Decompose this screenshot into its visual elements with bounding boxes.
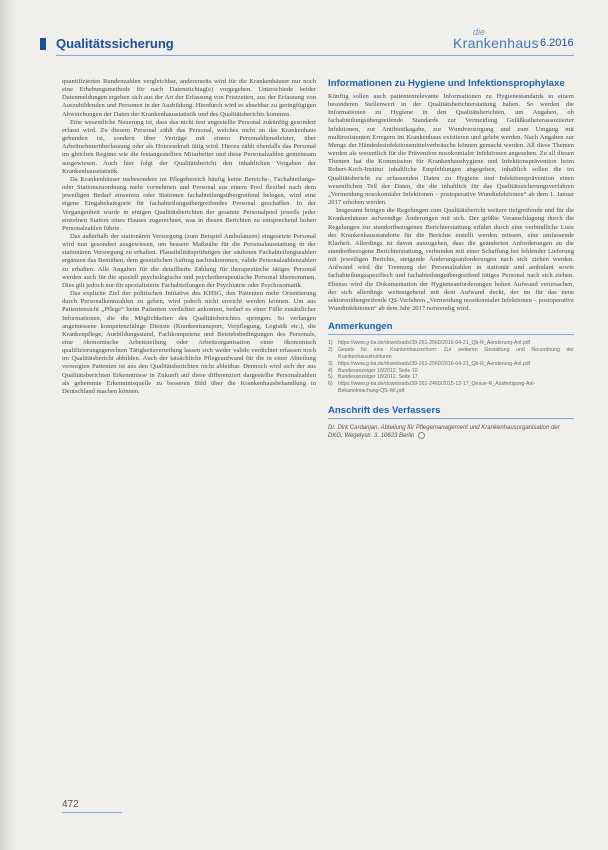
author-divider	[328, 418, 574, 419]
note-number: 6)	[328, 381, 333, 388]
paragraph: Künftig sollen auch patientenrelevante Informationen zu Hygienestandards in einem besonderen Stellenwert in der Qualitätsberichterstattung haben. So werden die Informationen zu Hygiene in den Qualitätsberichten, um Angaben, ob fachabteilungsübergreifende Standards zur Vermeidung Gefäßkatheterassoziierter Infektionen, zur Antibiotikagabe, zur Wundversorgung und zum Umgang mit multiresistenten Erregern im Krankenhaus existieren und gelebt werden. Nach Angaben zur Menge der Händedesinfektionsmittelverbräuche können gemacht werden. All diese Themen werden als wesentlich für die Prävention nosokomialer Infektionen angesehen. Zu all diesen Themen hat die Kommission für Krankenhaushygiene und Infektionsprävention beim Robert-Koch-Institut inhaltliche Empfehlungen abgegeben, inhaltlich sollen die im Qualitätsbericht zu erfassenden Daten zu Hygiene und Infektionsprävention einen wesentlichen Teil der Daten, die die inhaltlich für das Qualitätssicherungsverfahren „Vermeidung nosokomialer Infektionen – postoperative Wundinfektionen“ ab dem 1. Januar 2017 erhoben werden.	[328, 93, 574, 207]
journal-logo	[453, 27, 539, 51]
author-address	[328, 424, 574, 440]
page-number: 472	[62, 799, 79, 810]
paragraph: Da Krankenhäuser insbesondere im Pflegebereich häufig keine Bereichs-, Fachabteilungs- oder Stationszuordnung mehr vornehmen und Personal aus einem Pool flexibel nach dem jeweiligen Bedarf einsetzen oder Stationen fachabteilungsübergreifend belegen, wird eine eigene Eingabekategorie für fachabteilungsübergreifendes Personal geschaffen. In der Vergangenheit wurde in einigen Qualitätsberichten der gesamte Personalpool jeweils jeder einzelnen Station eines Hauses zugerechnet, was in diesen Berichten zu entsprechend hohen Personalzahlen führte.	[62, 175, 316, 232]
paragraph: Das außerhalb der stationären Versorgung (zum Beispiel Ambulanzen) eingesetzte Personal wird nun gesondert ausgewiesen, um bessere Maßstäbe für die Personalausstattung in der stationären Versorgung zu erhalten. Plausibilitätsprüfungen der säulenen Fachabteilungszahlen ergänzen das Bemühen, dem gesetzlichen Auftrag nachzukommen, valide Personalzahlenzahlen zu erhalten. Alle Angaben für die detaillierte Zählung für therapeutische tätiges Personal werden auch für die speziell psychologische und psychotherapeutische Personal übernommen. Dies gilt jedoch nur für spezialisierte Fachabteilungen der Psychiatrie oder Psychosomatik.	[62, 232, 316, 289]
notes-list	[328, 340, 574, 394]
section-color-bar	[40, 38, 46, 50]
page-edge	[0, 0, 14, 850]
end-of-article-icon	[418, 432, 425, 439]
note-text: https://www.g-ba.de/downloads/39-261-2460/2015-12-17_Qesue-R_Ausfertigung-Anl-Bekanntmachung-QS-WI.pdf	[338, 381, 536, 394]
note-number: 4)	[328, 367, 333, 374]
note-text: https://www.g-ba.de/downloads/39-261-2560/2016-04-21_Qb-R_Aenderung-Anl.pdf	[338, 360, 531, 367]
header-divider	[56, 55, 574, 56]
note-number: 2)	[328, 347, 333, 354]
note-item	[328, 340, 574, 347]
author-address-text: Dr. Dirk Cardanjan, Abteilung für Pflegemanagement und Krankenhausorganisation der DKG, Wegelystr. 3, 10623 Berlin	[328, 424, 560, 439]
note-number: 5)	[328, 374, 333, 381]
paragraph: Das explizite Ziel der politischen Initiative des KHSG, den Patienten mehr Orientierung durch Personalkennzahlen zu geben, wird jedoch nicht erreicht werden können. Um aus Patientensicht „Pflege“ beim Patienten verdichtet ankommt, bedarf es einer Fülle zusätzlicher Informationen, die die Möglichkeiten des Qualitätsberichtes sprengen. So verlangen angemessene kompetenzfähige Dienste (Krankentransport, Verpflegung, Logistik etc.), die Krankenpflege, Ausbildungsstand, Fachkompetenz und Betriebsbedingungen des Personals, eine ökonomische Arbeitsteilung oder Arbeitsorganisation einer ökonomisch qualifizierungsgerechten Tätigkeitsverteilung lassen sich weder valide verdichtet erfassen noch im Qualitätsbericht abbilden. Auch der tatsächliche Pflegeaufwand für die in einer Abteilung versorgten Patienten ist aus den Qualitätsberichten nicht ableitbar. Dennoch wird sich der aus Qualitätsberichten Erkenntnisse in Zukunft auf diese differenziert dargestellte Personalzahlen als gehemmte Erkenntnisquelle zu besseren Bild über die Krankenhausbehandlung in Deutschland machen können.	[62, 290, 316, 395]
right-text-column	[328, 78, 574, 440]
section-title: Qualitätssicherung	[56, 36, 174, 51]
note-text: Gesetz für eine Krankenhausreform: Zur weiteren Gestaltung und Neuordnung der Krankenhausstrukturen	[338, 347, 574, 360]
note-item	[328, 368, 574, 375]
note-item	[328, 347, 574, 361]
note-item	[328, 381, 574, 395]
paragraph: Insgesamt bringen die Regelungen zum Qualitätsbericht weitere tiefgreifende und für die Krankenhäuser aufwendige Änderungen mit sich. Der größte Veranschlagung durch die Regelungen zur standortbezogenen Berichterstattung erfährt durch eine verbindliche Liste der Krankenhausstandorte für die Berichte erstellt werden müssen, eine umfassende Klarheit. Allerdings ist davon auszugehen, dass die geänderten Anforderungen an die standortbezogene Berichterstattung, verbunden mit einer Schaffung bei fehlender Lieferung mit jeweiligen Berichts, steigende Änderungsanforderungen nach sich ziehen werden. Aufwand wird die Trennung der Personalzahlen in stationär und ambulant sowie fachabteilungsspezifisch und fachabteilungsübergreifend tätiges Personal nach sich ziehen. Ebenso wird die Dokumentation der Hygieneanforderungen hohen Aufwand verursachen, der sich allerdings weitestgehend mit dem Aufwand deckt, der im für das neue sektorenübergreifende QS-Verfahren „Vermeidung nosokomialer Infektionen – postoperative Wundinfektionen“ ab dem Jahr 2017 notwendig wird.	[328, 207, 574, 313]
note-item	[328, 361, 574, 368]
left-text-column	[62, 78, 316, 396]
paragraph: quantifizierten Rundenzahlen vergleichbar, andererseits wird für die Krankenhäuser nur noch eine Erhebungsmethode für nach Datenstichtag(e) vorgegeben. Unterschiede beider Datenmeldungen ergeben sich aus der Art der Erfassung von Fristzeiten, aus der Erfassung von Auszubildenden und Personen in der Ausbildung. Hierdurch wird es absehbar zu geringfügigen Abweichungen der Daten der Krankenhausstatistik und des Qualitätsberichts kommen.	[62, 78, 316, 118]
note-number: 3)	[328, 360, 333, 367]
section-heading-hygiene: Informationen zu Hygiene und Infektionsprophylaxe	[328, 78, 565, 89]
author-heading: Anschrift des Verfassers	[328, 404, 441, 416]
notes-divider	[328, 334, 574, 335]
note-number: 1)	[328, 340, 333, 347]
journal-logo-name: Krankenhaus	[453, 35, 539, 51]
footer-divider	[62, 812, 122, 813]
note-text: Bundesanzeiger 18/2012, Seite 10	[338, 367, 418, 374]
note-text: Bundesanzeiger 18/2012, Seite 17	[338, 374, 418, 381]
notes-heading: Anmerkungen	[328, 321, 393, 333]
journal-logo-prefix: die	[473, 27, 486, 37]
note-text: https://www.g-ba.de/downloads/39-261-2560/2016-04-21_Qb-R_Aenderung-Anl.pdf	[338, 340, 531, 347]
note-item	[328, 374, 574, 381]
paragraph: Eine wesentliche Neuerung ist, dass das nicht fest angestellte Personal zukünftig gesondert erfasst wird. Zu diesem Personal zählt das Personal, welches nicht an das Krankenhaus gebunden ist, sondern über Verträge mit einem Personaldienstleister, über Arbeitnehmerüberlassung oder als Honorarkraft tätig wird. Hierzu zählt ebenfalls das Personal im gleichen Regime wie die festangestellten Mitarbeiter und diese Personalzahlen gemeinsam ausgewiesen. Auch hier folgt der Qualitätsbericht den inhaltlichen Vorgaben der Krankenhausstatistik.	[62, 118, 316, 175]
issue-number: 6.2016	[540, 37, 574, 49]
